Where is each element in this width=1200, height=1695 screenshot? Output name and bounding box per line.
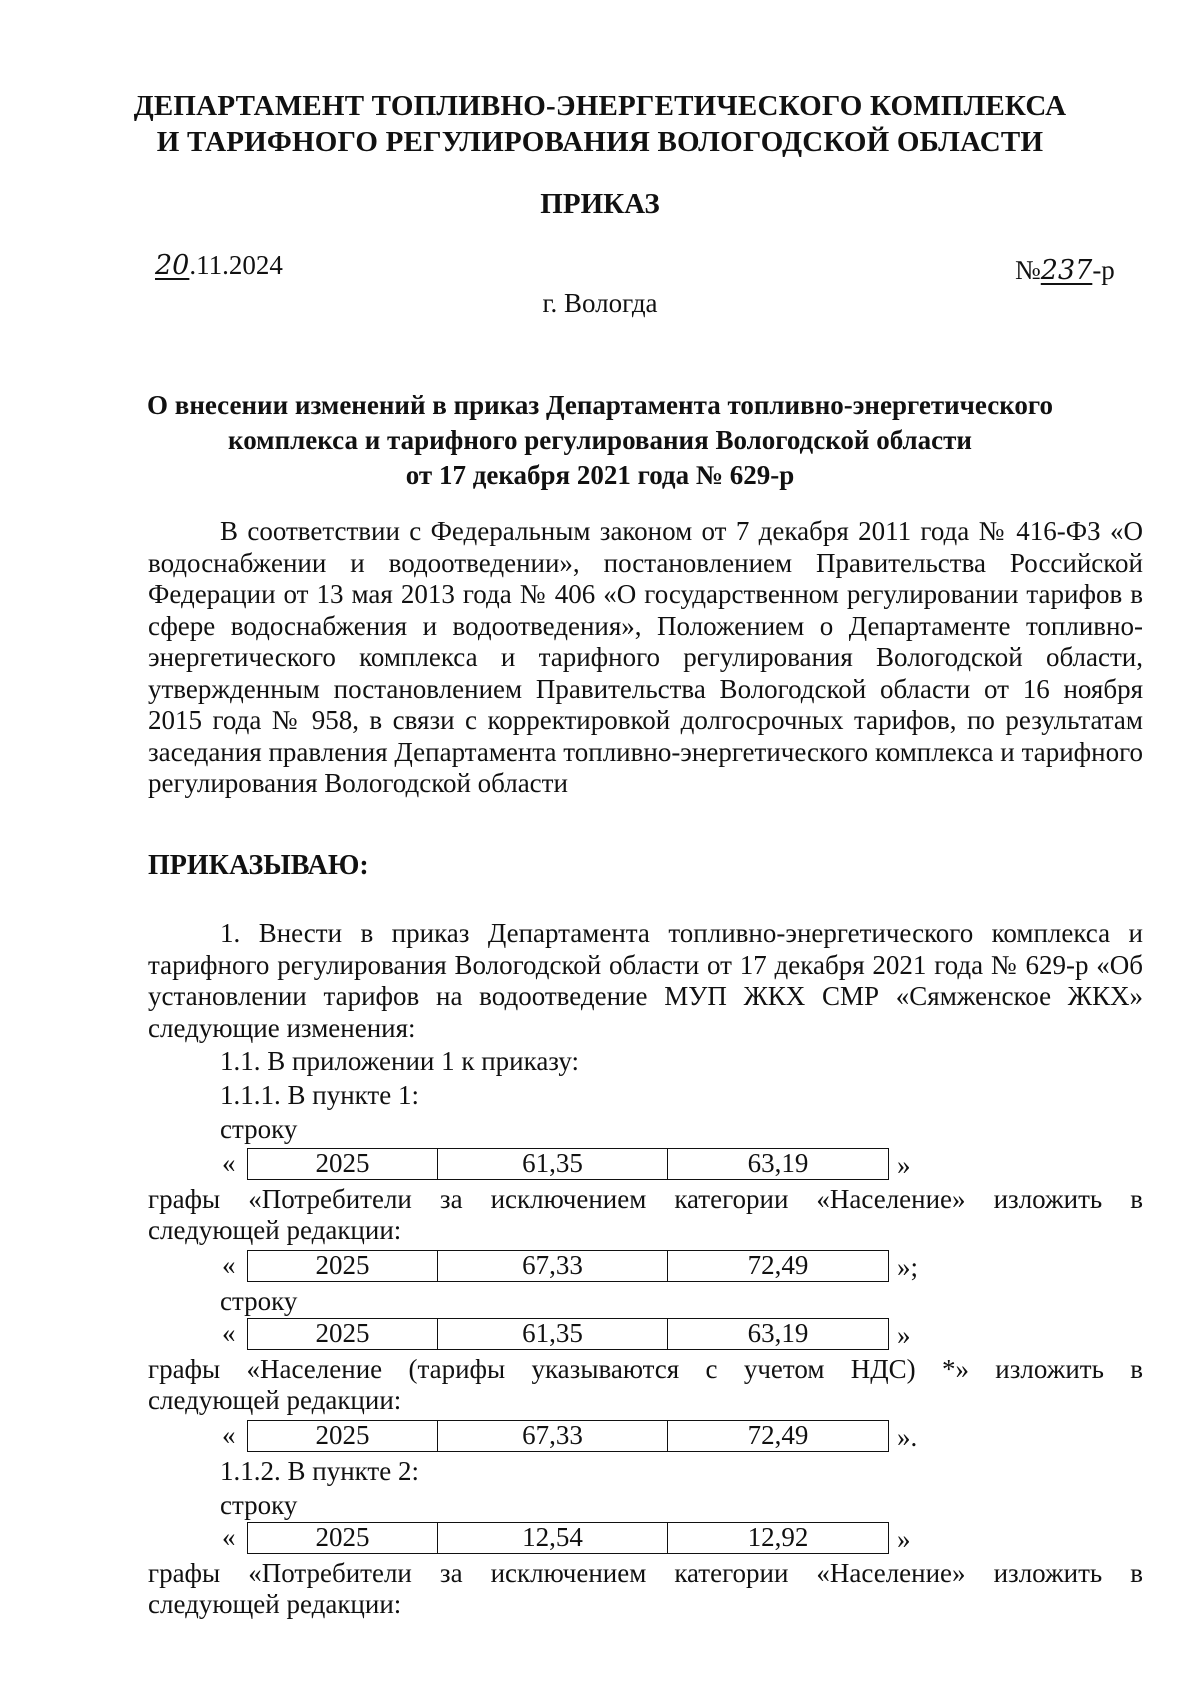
grafy-consumers-2-line-2: следующей редакции: [148, 1589, 402, 1619]
grafy-consumers-2 [148, 1558, 1143, 1620]
cell-year: 2025 [248, 1523, 438, 1553]
open-quote: « [222, 1250, 236, 1280]
number-prefix: № [1015, 255, 1041, 285]
cell-value-2: 63,19 [747, 1148, 809, 1178]
order-title: ПРИКАЗ [540, 188, 660, 220]
item-1-1: 1.1. В приложении 1 к приказу: [220, 1046, 580, 1076]
number-suffix: -р [1092, 255, 1115, 285]
table-row [247, 1250, 889, 1282]
grafy-population-line-1: графы «Население (тарифы указываются с учетом НДС) *» изложить в [148, 1354, 1143, 1384]
open-quote: « [222, 1420, 236, 1450]
item-1-paragraph: 1. Внести в приказ Департамента топливно-энергетического комплекса и тарифного регулирования Вологодской области от 17 декабря 2021 года № 629-р «Об установлении тарифов на водоотведение МУП ЖКХ СМР «Сямженское ЖКХ» следующие изменения: [148, 918, 1143, 1043]
cell-value-2: 12,92 [747, 1522, 809, 1552]
grafy-consumers [148, 1184, 1143, 1246]
open-quote: « [222, 1522, 236, 1552]
subject-line-1: О внесении изменений в приказ Департамента топливно-энергетического [146, 390, 1053, 420]
stroku-label: строку [220, 1490, 298, 1520]
item-1-1-1: 1.1.1. В пункте 1: [220, 1080, 419, 1110]
header-line-1: ДЕПАРТАМЕНТ ТОПЛИВНО-ЭНЕРГЕТИЧЕСКОГО КОМПЛЕКСА [133, 90, 1067, 122]
grafy-consumers-line-1: графы «Потребители за исключением категории «Население» изложить в [148, 1184, 1143, 1214]
department-header [0, 88, 1200, 160]
open-quote: « [222, 1148, 236, 1178]
table-row [247, 1318, 889, 1350]
close-quote: » [897, 1524, 911, 1554]
order-number [1015, 255, 1115, 286]
cell-value-2: 63,19 [747, 1318, 809, 1348]
cell-value-1: 67,33 [438, 1251, 668, 1281]
city: г. Вологда [542, 288, 658, 318]
cell-value-2: 72,49 [747, 1250, 809, 1280]
cell-value-2: 72,49 [747, 1420, 809, 1450]
grafy-consumers-line-2: следующей редакции: [148, 1215, 402, 1245]
cell-year: 2025 [248, 1149, 438, 1179]
cell-value-1: 61,35 [438, 1149, 668, 1179]
header-line-2: И ТАРИФНОГО РЕГУЛИРОВАНИЯ ВОЛОГОДСКОЙ ОБЛАСТИ [156, 126, 1044, 158]
subject-line-2: комплекса и тарифного регулирования Вологодской области [228, 425, 972, 455]
subject-line-3: от 17 декабря 2021 года № 629-р [405, 460, 795, 490]
cell-value-1: 67,33 [438, 1421, 668, 1451]
grafy-population-line-2: следующей редакции: [148, 1385, 402, 1415]
table-row [247, 1522, 889, 1554]
close-quote: ». [897, 1422, 918, 1452]
grafy-consumers-2-line-1: графы «Потребители за исключением категории «Население» изложить в [148, 1558, 1143, 1588]
order-subject [0, 388, 1200, 493]
number-handwritten: 237 [1040, 255, 1093, 286]
cell-year: 2025 [248, 1421, 438, 1451]
date-rest: .11.2024 [189, 250, 283, 280]
directive: ПРИКАЗЫВАЮ: [148, 850, 369, 881]
date-day-handwritten: 20 [155, 250, 190, 281]
cell-value-1: 12,54 [438, 1523, 668, 1553]
cell-year: 2025 [248, 1251, 438, 1281]
cell-value-1: 61,35 [438, 1319, 668, 1349]
preamble-paragraph: В соответствии с Федеральным законом от 7 декабря 2011 года № 416-ФЗ «О водоснабжении и водоотведении», постановлением Правительства Российской Федерации от 13 мая 2013 года № 406 «О государственном регулировании тарифов в сфере водоснабжения и водоотведения», Положением о Департаменте топливно-энергетического комплекса и тарифного регулирования Вологодской области, утвержденным постановлением Правительства Вологодской области от 16 ноября 2015 года № 958, в связи с корректировкой долгосрочных тарифов, по результатам заседания правления Департамента топливно-энергетического комплекса и тарифного регулирования Вологодской области [148, 516, 1143, 798]
open-quote: « [222, 1318, 236, 1348]
item-1-1-2: 1.1.2. В пункте 2: [220, 1456, 419, 1486]
stroku-label: строку [220, 1286, 298, 1316]
table-row [247, 1420, 889, 1452]
order-date [155, 250, 283, 281]
close-quote: » [897, 1150, 911, 1180]
grafy-population [148, 1354, 1143, 1416]
close-quote: » [897, 1320, 911, 1350]
table-row [247, 1148, 889, 1180]
cell-year: 2025 [248, 1319, 438, 1349]
stroku-label: строку [220, 1114, 298, 1144]
close-quote: »; [897, 1252, 919, 1282]
